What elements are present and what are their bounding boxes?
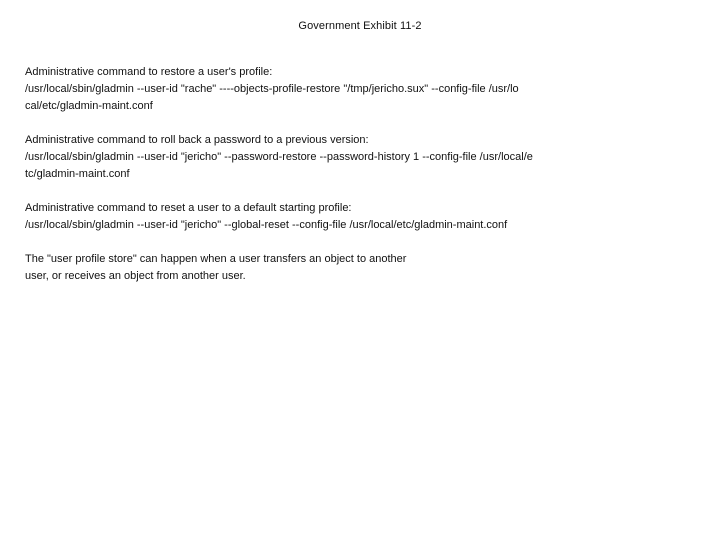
global-reset-section xyxy=(25,200,585,234)
profile-store-note-line-1: The "user profile store" can happen when a user transfers an object to another xyxy=(25,253,407,265)
restore-profile-heading: Administrative command to restore a user's profile: xyxy=(25,66,273,78)
restore-profile-command-line-1: /usr/local/sbin/gladmin --user-id "rache" ----objects-profile-restore "/tmp/jericho.sux" --config-file /usr/lo xyxy=(25,83,519,95)
password-rollback-heading: Administrative command to roll back a password to a previous version: xyxy=(25,134,369,146)
profile-store-note-line-2: user, or receives an object from another user. xyxy=(25,270,246,282)
profile-store-note xyxy=(25,251,585,285)
document-body xyxy=(25,64,585,302)
global-reset-command-line: /usr/local/sbin/gladmin --user-id "jericho" --global-reset --config-file /usr/local/etc/gladmin-maint.conf xyxy=(25,219,508,231)
password-rollback-command-line-1: /usr/local/sbin/gladmin --user-id "jericho" --password-restore --password-history 1 --config-file /usr/local/e xyxy=(25,151,533,163)
restore-profile-command-line-2: cal/etc/gladmin-maint.conf xyxy=(25,100,153,112)
password-rollback-section xyxy=(25,132,585,183)
global-reset-heading: Administrative command to reset a user to a default starting profile: xyxy=(25,202,352,214)
restore-profile-section xyxy=(25,64,585,115)
exhibit-title: Government Exhibit 11-2 xyxy=(298,20,422,32)
password-rollback-command-line-2: tc/gladmin-maint.conf xyxy=(25,168,130,180)
